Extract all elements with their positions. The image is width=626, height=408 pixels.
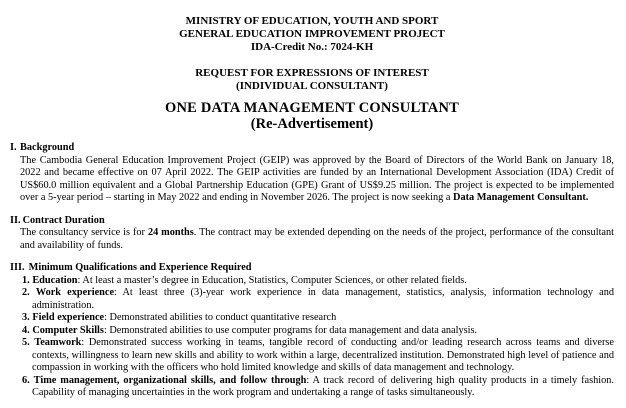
- credit-number-line: IDA-Credit No.: 7024-KH: [250, 41, 374, 53]
- item-label: Teamwork: [34, 337, 82, 348]
- section-numeral: III.: [10, 262, 25, 273]
- ministry-line: MINISTRY OF EDUCATION, YOUTH AND SPORT: [185, 15, 439, 27]
- contract-text-bold: 24 months: [147, 227, 194, 238]
- qualification-item-computer-skills: [22, 325, 614, 338]
- item-text: : At least a master’s degree in Education, Statistics, Computer Sciences, or other related fields.: [77, 274, 467, 286]
- project-line: GENERAL EDUCATION IMPROVEMENT PROJECT: [179, 28, 445, 40]
- item-number: 2.: [22, 287, 30, 298]
- item-text: : A track record of delivering high quality products in a timely fashion. Capability of managing uncertainties in the work program and undertaking a range of tasks simultaneously.: [32, 374, 615, 398]
- section-background-heading: [10, 142, 614, 155]
- item-text: : At least three (3)-year work experience in data management, statistics, analysis, information technology and administration.: [32, 287, 614, 311]
- section-heading-label: Minimum Qualifications and Experience Required: [28, 262, 252, 273]
- position-subtitle: (Re-Advertisement): [250, 116, 374, 132]
- section-contract-heading: [10, 215, 614, 228]
- background-paragraph: [20, 155, 614, 205]
- item-text: : Demonstrated success working in teams, tangible record of conducting and/or leading research across teams and diverse contexts, willingness to learn new skills and ability to work within a large, decentralized institution. Demonstrated high level of patience and compassion in working with the officers who hold limited knowledge and skills of data management and technology.: [32, 337, 614, 373]
- section-qualifications: [10, 262, 614, 400]
- qualification-item-education: [22, 275, 614, 288]
- section-qualifications-heading: [10, 262, 614, 275]
- request-subtitle: (INDIVIDUAL CONSULTANT): [236, 80, 388, 92]
- item-label: Computer Skills: [32, 324, 104, 336]
- position-title: ONE DATA MANAGEMENT CONSULTANT: [164, 100, 460, 116]
- section-numeral: II.: [10, 214, 21, 226]
- item-label: Time management, organizational skills, and follow through: [33, 374, 307, 386]
- header-spacer: [10, 54, 614, 67]
- section-heading-label: Background: [20, 142, 75, 153]
- section-background: [10, 142, 614, 205]
- qualification-list: [22, 275, 614, 400]
- item-number: 3.: [22, 312, 30, 323]
- contract-text-before: The consultancy service is for: [20, 227, 145, 238]
- doc-header: [10, 15, 614, 132]
- item-text: : Demonstrated abilities to use computer programs for data management and data analysis.: [103, 324, 478, 336]
- background-text-bold: Data Management Consultant.: [453, 192, 589, 203]
- qualification-item-work-experience: [22, 287, 614, 312]
- item-number: 4.: [22, 324, 30, 336]
- background-text: The Cambodia General Education Improvement Project (GEIP) was approved by the Board of Directors of the World Bank on January 18, 2022 and became effective on 07 April 2022. The GEIP activities are funded by an International Development Association (IDA) Credit of US$60.0 million equivalent and a Global Partnership Education (GPE) Grant of US$9.25 million. The project is expected to be implemented over a 5-year period – starting in May 2022 and ending in November 2026. The project is now seeking a: [20, 154, 614, 203]
- item-number: 5.: [22, 337, 30, 348]
- item-text: : Demonstrated abilities to conduct quantitative research: [104, 312, 337, 323]
- contract-paragraph: [20, 227, 614, 252]
- section-heading-label: Contract Duration: [22, 214, 105, 226]
- contract-text-after: . The contract may be extended depending on the needs of the project, performance of the consultant and availability of funds.: [20, 227, 615, 251]
- item-label: Field experience: [32, 312, 105, 323]
- qualification-item-time-management: [22, 375, 614, 400]
- item-label: Work experience: [35, 287, 115, 298]
- section-contract-duration: [10, 215, 614, 253]
- item-label: Education: [32, 274, 78, 286]
- item-number: 6.: [22, 374, 30, 386]
- item-number: 1.: [22, 274, 30, 286]
- section-numeral: I.: [10, 142, 17, 153]
- request-title: REQUEST FOR EXPRESSIONS OF INTEREST: [195, 67, 429, 79]
- qualification-item-field-experience: [22, 312, 614, 325]
- qualification-item-teamwork: [22, 337, 614, 375]
